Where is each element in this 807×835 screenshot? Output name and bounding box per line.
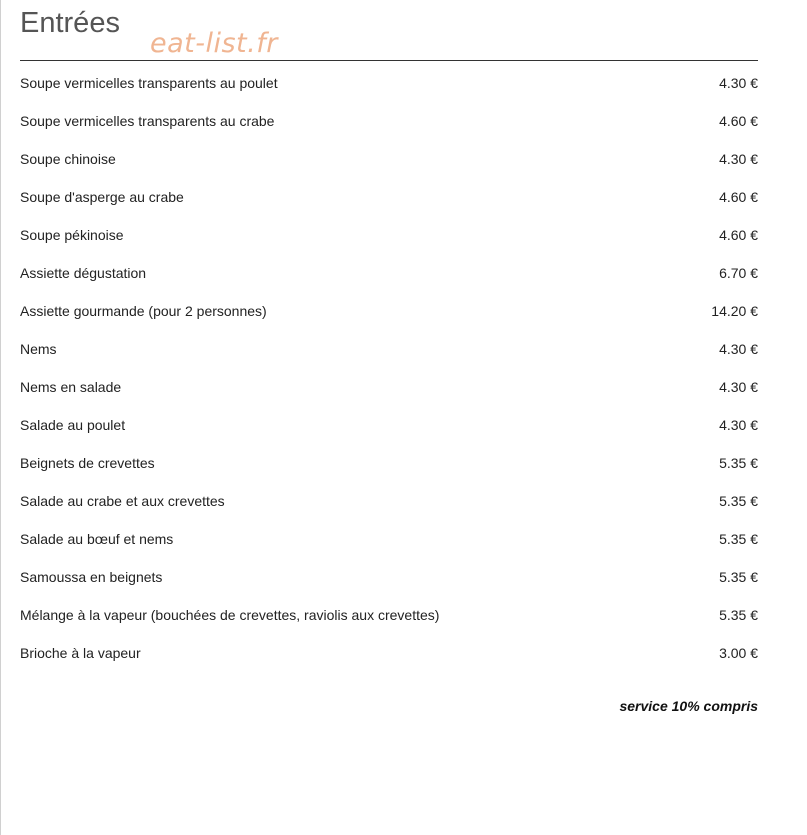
menu-item [20,140,758,178]
menu-item-price: 3.00 € [719,645,758,661]
menu-item-name: Assiette gourmande (pour 2 personnes) [20,303,267,319]
menu-item-price: 5.35 € [719,607,758,623]
menu-item-price: 4.30 € [719,341,758,357]
menu-item-name: Samoussa en beignets [20,569,163,585]
menu-item [20,634,758,672]
menu-item [20,216,758,254]
menu-item-name: Soupe vermicelles transparents au crabe [20,113,275,129]
service-note: service 10% compris [619,698,758,714]
menu-item [20,596,758,634]
menu-item-price: 4.30 € [719,379,758,395]
menu-item [20,558,758,596]
menu-item-price: 5.35 € [719,455,758,471]
section-title: Entrées [20,7,120,39]
menu-item [20,292,758,330]
menu-section [20,0,758,714]
menu-item [20,368,758,406]
page-left-border [0,0,1,835]
menu-item-name: Brioche à la vapeur [20,645,141,661]
menu-item [20,406,758,444]
menu-item-name: Beignets de crevettes [20,455,155,471]
menu-item-price: 5.35 € [719,493,758,509]
menu-item-price: 14.20 € [711,303,758,319]
menu-item-name: Soupe vermicelles transparents au poulet [20,75,278,91]
section-header [20,0,758,61]
menu-item-name: Salade au crabe et aux crevettes [20,493,225,509]
menu-item-price: 5.35 € [719,569,758,585]
menu-item-price: 4.30 € [719,417,758,433]
menu-item-name: Nems [20,341,57,357]
menu-item [20,520,758,558]
menu-item [20,254,758,292]
menu-item-price: 4.30 € [719,75,758,91]
menu-item [20,102,758,140]
menu-item [20,330,758,368]
menu-item [20,178,758,216]
watermark: eat-list.fr [150,28,278,59]
menu-item-price: 5.35 € [719,531,758,547]
menu-item-name: Mélange à la vapeur (bouchées de crevettes, raviolis aux crevettes) [20,607,440,623]
menu-item-name: Soupe pékinoise [20,227,124,243]
menu-item [20,64,758,102]
menu-item-name: Assiette dégustation [20,265,147,281]
menu-item-name: Salade au bœuf et nems [20,531,174,547]
menu-item [20,444,758,482]
menu-item-name: Nems en salade [20,379,122,395]
menu-item-name: Soupe chinoise [20,151,116,167]
menu-item-name: Soupe d'asperge au crabe [20,189,184,205]
menu-items-list [20,61,758,672]
menu-item-price: 4.30 € [719,151,758,167]
menu-item-price: 4.60 € [719,189,758,205]
menu-item [20,482,758,520]
menu-item-price: 4.60 € [719,113,758,129]
menu-item-name: Salade au poulet [20,417,126,433]
menu-item-price: 6.70 € [719,265,758,281]
menu-item-price: 4.60 € [719,227,758,243]
